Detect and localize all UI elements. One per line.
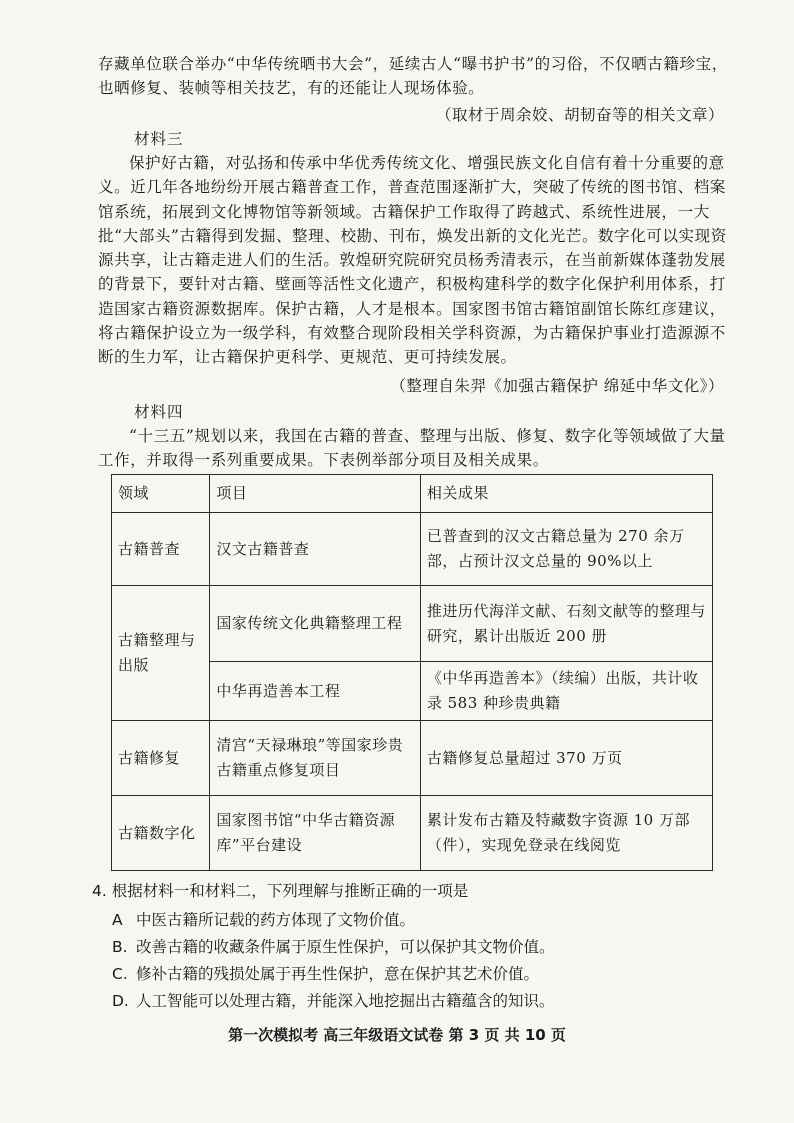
option-letter: C. [112,965,128,983]
option-text: 中医古籍所记载的药方体现了文物价值。 [136,911,416,929]
table-cell-project: 中华再造善本工程 [210,662,420,721]
material4-heading: 材料四 [134,403,184,421]
option-a[interactable] [112,908,415,930]
option-b[interactable] [112,935,555,957]
continuation-paragraph: 存藏单位联合举办“中华传统晒书大会”，延续古人“曝书护书”的习俗，不仅晒古籍珍宝，也晒修复、装帧等相关技艺，有的还能让人现场体验。 [98,55,728,98]
option-letter: A [112,911,123,929]
option-letter: D. [112,992,129,1010]
option-text: 修补古籍的残损处属于再生性保护，意在保护其艺术价值。 [136,965,540,983]
table-cell-project: 汉文古籍普查 [210,513,420,586]
table-cell-result: 古籍修复总量超过 370 万页 [420,721,712,796]
results-table [111,474,713,871]
material4-intro: “十三五”规划以来，我国在古籍的普查、整理与出版、修复、数字化等领域做了大量工作，并取得一系列重要成果。下表例举部分项目及相关成果。 [98,427,726,470]
option-d[interactable] [112,989,555,1011]
table-cell-result: 已普查到的汉文古籍总量为 270 余万部，占预计汉文总量的 90%以上 [420,513,712,586]
question-stem: 4. 根据材料一和材料二，下列理解与推断正确的一项是 [92,882,469,900]
option-text: 人工智能可以处理古籍，并能深入地挖掘出古籍蕴含的知识。 [136,992,555,1010]
option-c[interactable] [112,962,539,984]
table-row [112,586,713,662]
table-cell-domain: 古籍整理与出版 [112,586,210,721]
table-cell-project: 国家图书馆“中华古籍资源库”平台建设 [210,796,420,871]
table-header-cell: 相关成果 [420,475,712,513]
table-row [112,513,713,586]
table-cell-domain: 古籍修复 [112,721,210,796]
page-footer: 第一次模拟考 高三年级语文试卷 第 3 页 共 10 页 [228,1026,566,1044]
option-text: 改善古籍的收藏条件属于原生性保护，可以保护其文物价值。 [136,938,555,956]
table-row [112,721,713,796]
material3-paragraph: 保护好古籍，对弘扬和传承中华优秀传统文化、增强民族文化自信有着十分重要的意义。近几年各地纷纷开展古籍普查工作，普查范围逐渐扩大，突破了传统的图书馆、档案馆系统，拓展到文化博物馆等新领域。古籍保护工作取得了跨越式、系统性进展，一大批“大部头”古籍得到发掘、整理、校勘、刊布，焕发出新的文化光芒。数字化可以实现资源共享，让古籍走进人们的生活。敦煌研究院研究员杨秀清表示，在当前新媒体蓬勃发展的背景下，要针对古籍、壁画等活性文化遗产，积极构建科学的数字化保护利用体系，打造国家古籍资源数据库。保护古籍，人才是根本。国家图书馆古籍馆副馆长陈红彦建议，将古籍保护设立为一级学科，有效整合现阶段相关学科资源，为古籍保护事业打造源源不断的生力军，让古籍保护更科学、更规范、更可持续发展。 [98,154,727,367]
table-header-cell: 领域 [112,475,210,513]
table-header-cell: 项目 [210,475,420,513]
continuation-source: （取材于周余姣、胡韧奋等的相关文章） [435,106,724,124]
material3-source: （整理自朱羿《加强古籍保护 绵延中华文化》） [390,377,724,395]
table-cell-project: 清宫“天禄琳琅”等国家珍贵古籍重点修复项目 [210,721,420,796]
option-letter: B. [112,938,128,956]
table-cell-result: 《中华再造善本》（续编）出版，共计收录 583 种珍贵典籍 [420,662,712,721]
table-header-row [112,475,713,513]
table-cell-domain: 古籍数字化 [112,796,210,871]
table-cell-result: 推进历代海洋文献、石刻文献等的整理与研究，累计出版近 200 册 [420,586,712,662]
table-row [112,796,713,871]
table-cell-project: 国家传统文化典籍整理工程 [210,586,420,662]
table-cell-result: 累计发布古籍及特藏数字资源 10 万部（件），实现免登录在线阅览 [420,796,712,871]
material3-heading: 材料三 [134,130,184,148]
table-cell-domain: 古籍普查 [112,513,210,586]
